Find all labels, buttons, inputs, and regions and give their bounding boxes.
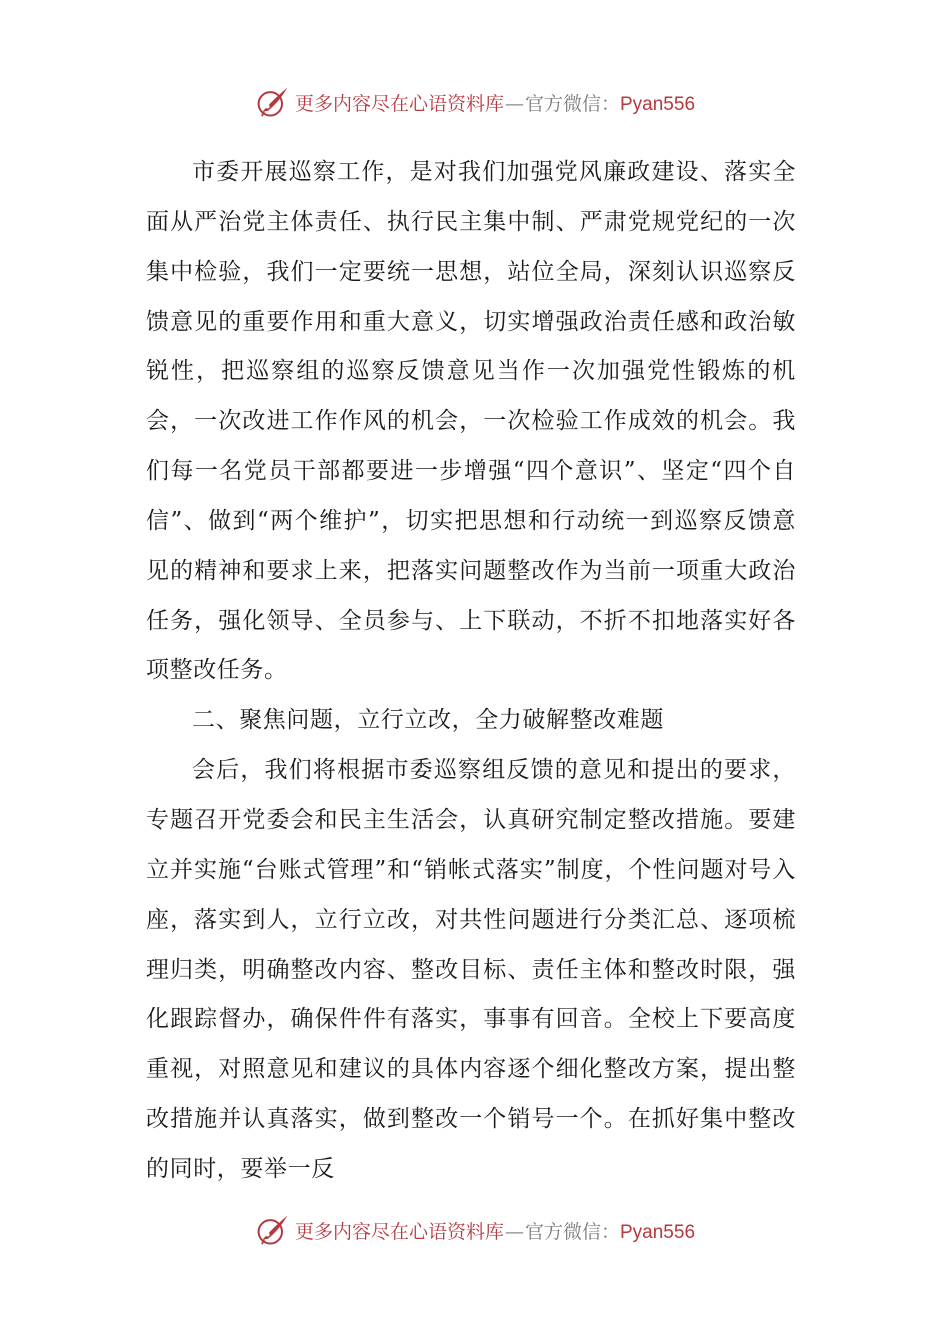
section-heading: 二、聚焦问题，立行立改，全力破解整改难题 bbox=[192, 707, 664, 734]
footer-banner bbox=[0, 1210, 950, 1250]
document-body bbox=[146, 148, 796, 1195]
banner-site-name: 更多内容尽在心语资料库 bbox=[294, 1220, 504, 1243]
quill-pen-logo-icon bbox=[255, 84, 291, 120]
body-paragraph: 会后，我们将根据市委巡察组反馈的意见和提出的要求，专题召开党委会和民主生活会，认真研究制定整改措施。要建立并实施“台账式管理”和“销帐式落实”制度，个性问题对号入座，落实到人，立行立改，对共性问题进行分类汇总、逐项梳理归类，明确整改内容、整改目标、责任主体和整改时限，强化跟踪督办，确保件件有落实，事事有回音。全校上下要高度重视，对照意见和建议的具体内容逐个细化整改方案，提出整改措施并认真落实，做到整改一个销号一个。在抓好集中整改的同时，要举一反 bbox=[146, 757, 796, 1182]
banner-wechat-id: Pyan556 bbox=[620, 1221, 696, 1243]
banner-wechat-label: 官方微信： bbox=[524, 92, 620, 115]
header-banner-text bbox=[295, 89, 695, 116]
banner-wechat-label: 官方微信： bbox=[524, 1220, 620, 1243]
quill-pen-logo-icon bbox=[255, 1212, 291, 1248]
header-banner-content bbox=[255, 84, 695, 120]
header-banner bbox=[0, 82, 950, 122]
banner-site-name: 更多内容尽在心语资料库 bbox=[294, 92, 504, 115]
banner-dash: — bbox=[504, 92, 524, 115]
body-paragraph: 市委开展巡察工作，是对我们加强党风廉政建设、落实全面从严治党主体责任、执行民主集中制、严肃党规党纪的一次集中检验，我们一定要统一思想，站位全局，深刻认识巡察反馈意见的重要作用和重大意义，切实增强政治责任感和政治敏锐性，把巡察组的巡察反馈意见当作一次加强党性锻炼的机会，一次改进工作作风的机会，一次检验工作成效的机会。我们每一名党员干部都要进一步增强“四个意识”、坚定“四个自信”、做到“两个维护”，切实把思想和行动统一到巡察反馈意见的精神和要求上来，把落实问题整改作为当前一项重大政治任务，强化领导、全员参与、上下联动，不折不扣地落实好各项整改任务。 bbox=[146, 159, 796, 684]
banner-dash: — bbox=[504, 1220, 524, 1243]
footer-banner-text bbox=[295, 1217, 695, 1244]
banner-wechat-id: Pyan556 bbox=[620, 93, 696, 115]
footer-banner-content bbox=[255, 1212, 695, 1248]
